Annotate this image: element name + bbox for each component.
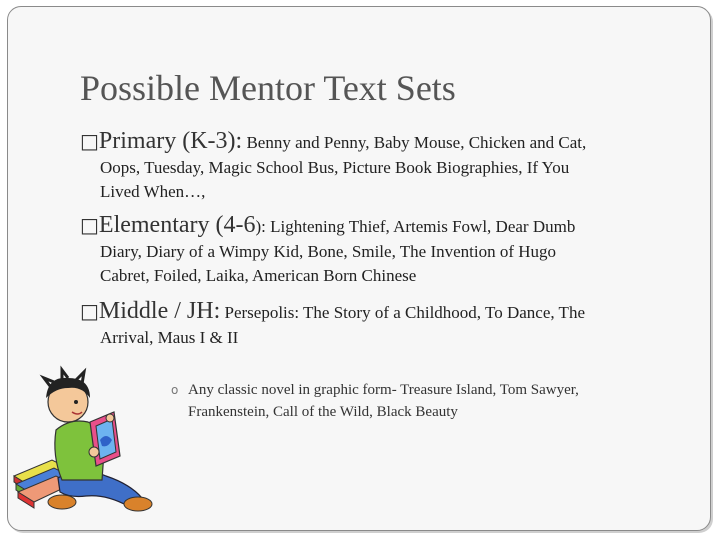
bullet-items: Benny and Penny, Baby Mouse, Chicken and Cat, (242, 133, 587, 152)
bullet-primary (80, 129, 690, 204)
bullet-middle-jh (80, 299, 690, 350)
bullet-marker: □ (80, 213, 99, 237)
bullet-continuation: Lived When…, (100, 182, 206, 201)
bullet-items: ): Lightening Thief, Artemis Fowl, Dear Dumb (255, 217, 576, 236)
bullet-continuation: Cabret, Foiled, Laika, American Born Chinese (100, 266, 417, 285)
bullet-items: Persepolis: The Story of a Childhood, To Dance, The (220, 303, 585, 322)
bullet-elementary (80, 213, 690, 288)
bullet-marker: □ (80, 299, 99, 323)
bullet-continuation: Arrival, Maus I & II (100, 328, 239, 347)
boy-reading-clipart (10, 356, 160, 516)
sub-bullet-line: Frankenstein, Call of the Wild, Black Beauty (188, 404, 458, 420)
slide (7, 6, 711, 531)
sub-bullet-marker: o (171, 383, 179, 397)
bullet-category: Middle / JH: (98, 298, 221, 324)
sub-bullet-line: Any classic novel in graphic form- Treasure Island, Tom Sawyer, (188, 382, 579, 398)
sub-bullet-classics (171, 379, 641, 423)
bullet-category: Primary (K-3): (98, 128, 243, 154)
slide-title: Possible Mentor Text Sets (80, 68, 456, 108)
bullet-continuation: Oops, Tuesday, Magic School Bus, Picture Book Biographies, If You (100, 158, 570, 177)
bullet-continuation: Diary, Diary of a Wimpy Kid, Bone, Smile, The Invention of Hugo (100, 242, 557, 261)
bullet-category: Elementary (4-6 (98, 212, 256, 238)
bullet-marker: □ (80, 129, 99, 153)
